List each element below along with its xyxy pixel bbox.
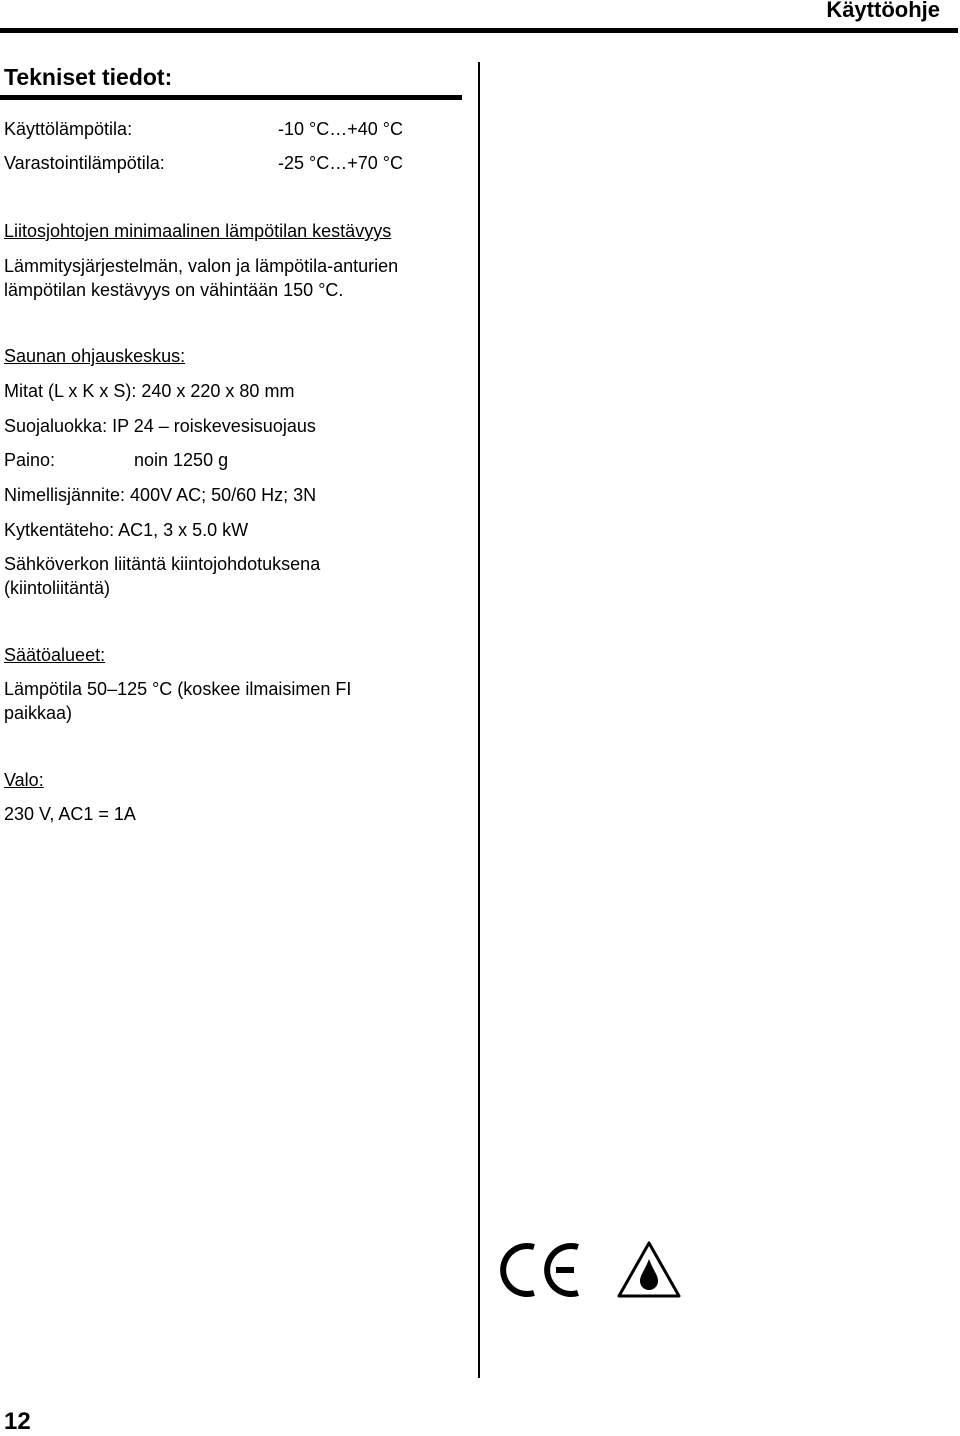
drop-warning-triangle-icon <box>619 1243 679 1296</box>
storage-temp-value: -25 °C…+70 °C <box>278 153 403 173</box>
certification-marks <box>498 1238 688 1307</box>
section-title: Tekniset tiedot: <box>4 64 173 90</box>
page-number: 12 <box>4 1408 31 1435</box>
control-unit-power: Kytkentäteho: AC1, 3 x 5.0 kW <box>4 520 249 540</box>
control-unit-weight-label: Paino: <box>4 450 56 470</box>
ranges-line2: paikkaa) <box>4 703 73 723</box>
marks-svg <box>498 1238 688 1302</box>
storage-temp-label: Varastointilämpötila: <box>4 153 165 173</box>
control-unit-weight-value: noin 1250 g <box>134 450 229 470</box>
ranges-heading: Säätöalueet: <box>4 645 106 665</box>
document-header-title: Käyttöohje <box>826 0 940 22</box>
cable-text-line2: lämpötilan kestävyys on vähintään 150 °C. <box>4 280 344 300</box>
ranges-line1: Lämpötila 50–125 °C (koskee ilmaisimen FI <box>4 679 352 699</box>
control-unit-connection-line1: Sähköverkon liitäntä kiintojohdotuksena <box>4 554 321 574</box>
light-value: 230 V, AC1 = 1A <box>4 804 136 824</box>
section-rule <box>0 95 462 100</box>
control-unit-heading: Saunan ohjauskeskus: <box>4 346 186 366</box>
operating-temp-label: Käyttölämpötila: <box>4 119 133 139</box>
control-unit-protection: Suojaluokka: IP 24 – roiskevesisuojaus <box>4 416 316 436</box>
ce-mark-icon <box>503 1246 578 1294</box>
cable-heading: Liitosjohtojen minimaalinen lämpötilan kestävyys <box>4 221 392 241</box>
header-rule <box>0 28 958 33</box>
control-unit-dimensions: Mitat (L x K x S): 240 x 220 x 80 mm <box>4 381 295 401</box>
cable-text-line1: Lämmitysjärjestelmän, valon ja lämpötila-anturien <box>4 256 399 276</box>
column-divider <box>478 62 480 1378</box>
operating-temp-value: -10 °C…+40 °C <box>278 119 403 139</box>
control-unit-voltage: Nimellisjännite: 400V AC; 50/60 Hz; 3N <box>4 485 317 505</box>
light-heading: Valo: <box>4 770 44 790</box>
control-unit-connection-line2: (kiintoliitäntä) <box>4 578 111 598</box>
